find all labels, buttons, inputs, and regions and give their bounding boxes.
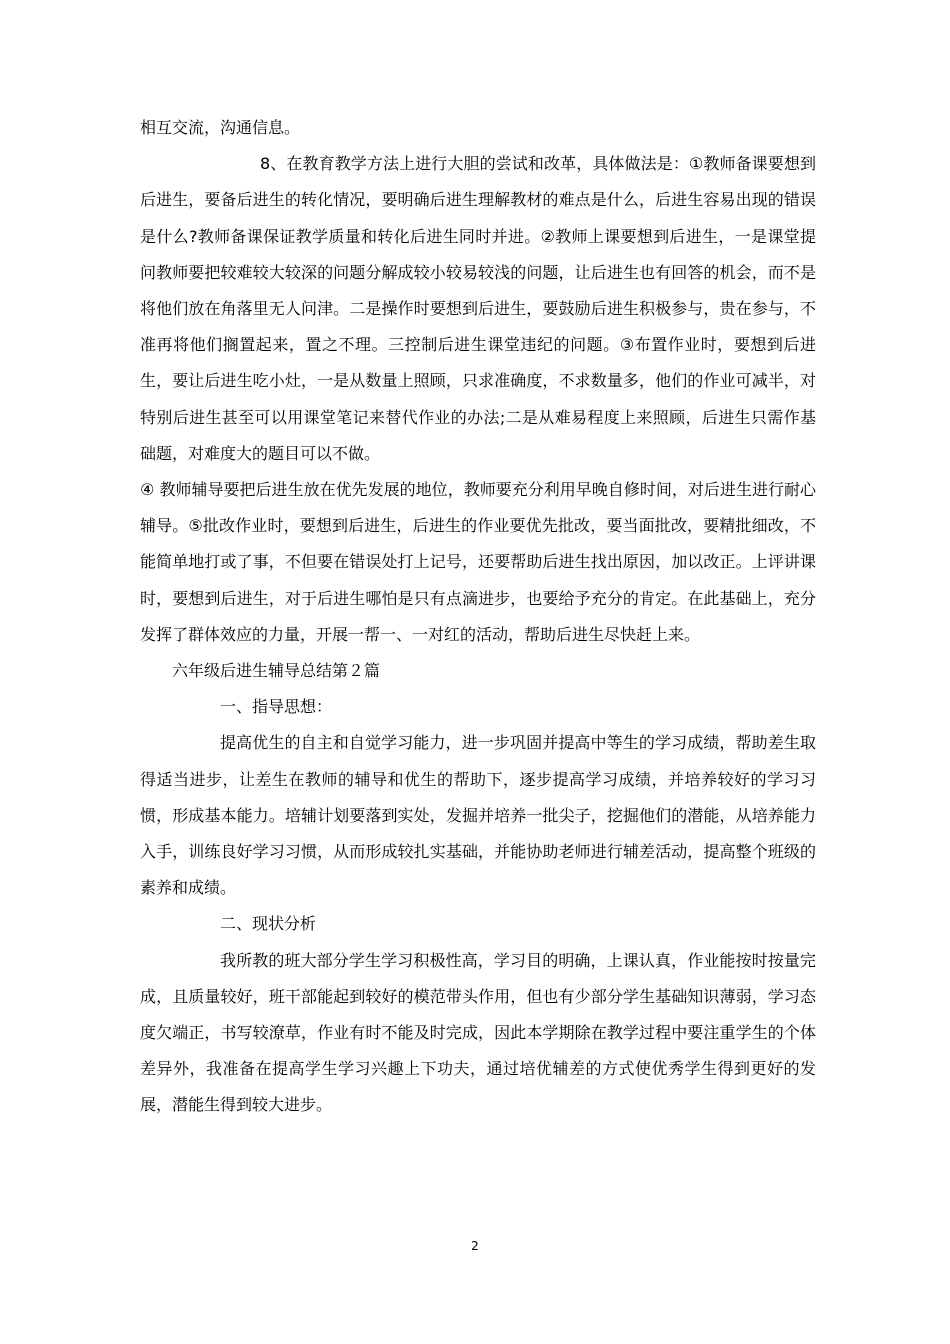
paragraph-item-8: 8、在教育教学方法上进行大胆的尝试和改革，具体做法是：①教师备课要想到后进生，要备后进生的转化情况，要明确后进生理解教材的难点是什么，后进生容易出现的错误是什么?教师备课保证教学质量和转化后进生同时并进。②教师上课要想到后进生，一是课堂提问教师要把较难较大较深的问题分解成较小较易较浅的问题，让后进生也有回答的机会，而不是将他们放在角落里无人问津。二是操作时要想到后进生，要鼓励后进生积极参与，贵在参与，不准再将他们搁置起来，置之不理。三控制后进生课堂违纪的问题。③布置作业时，要想到后进生，要让后进生吃小灶，一是从数量上照顾，只求准确度，不求数量多，他们的作业可减半，对特别后进生甚至可以用课堂笔记来替代作业的办法;二是从难易程度上来照顾，后进生只需作基础题，对难度大的题目可以不做。 [140, 154, 816, 463]
paragraph-continuation: 相互交流，沟通信息。 [140, 118, 301, 137]
article-title: 六年级后进生辅导总结第２篇 [172, 661, 381, 681]
document-body [140, 110, 816, 1124]
section-heading-guiding-ideas: 一、指导思想： [220, 697, 333, 717]
page-number: 2 [471, 1239, 479, 1253]
paragraph-status-analysis: 我所教的班大部分学生学习积极性高，学习目的明确，上课认真，作业能按时按量完成，且质量较好，班干部能起到较好的模范带头作用，但也有少部分学生基础知识薄弱，学习态度欠端正，书写较潦草，作业有时不能及时完成，因此本学期除在教学过程中要注重学生的个体差异外，我准备在提高学生学习兴趣上下功夫，通过培优辅差的方式使优秀学生得到更好的发展，潜能生得到较大进步。 [140, 950, 816, 1115]
paragraph-item-8-continued: ④ 教师辅导要把后进生放在优先发展的地位，教师要充分利用早晚自修时间，对后进生进行耐心辅导。⑤批改作业时，要想到后进生，后进生的作业要优先批改，要当面批改，要精批细改，不能简单地打或了事，不但要在错误处打上记号，还要帮助后进生找出原因，加以改正。上评讲课时，要想到后进生，对于后进生哪怕是只有点滴进步，也要给予充分的肯定。在此基础上，充分发挥了群体效应的力量，开展一帮一、一对红的活动，帮助后进生尽快赶上来。 [140, 480, 816, 644]
paragraph-guiding-ideas: 提高优生的自主和自觉学习能力，进一步巩固并提高中等生的学习成绩，帮助差生取得适当进步，让差生在教师的辅导和优生的帮助下，逐步提高学习成绩，并培养较好的学习习惯，形成基本能力。培辅计划要落到实处，发掘并培养一批尖子，挖掘他们的潜能，从培养能力入手，训练良好学习习惯，从而形成较扎实基础，并能协助老师进行辅差活动，提高整个班级的素养和成绩。 [140, 733, 816, 898]
section-heading-status-analysis: 二、现状分析 [220, 914, 317, 934]
